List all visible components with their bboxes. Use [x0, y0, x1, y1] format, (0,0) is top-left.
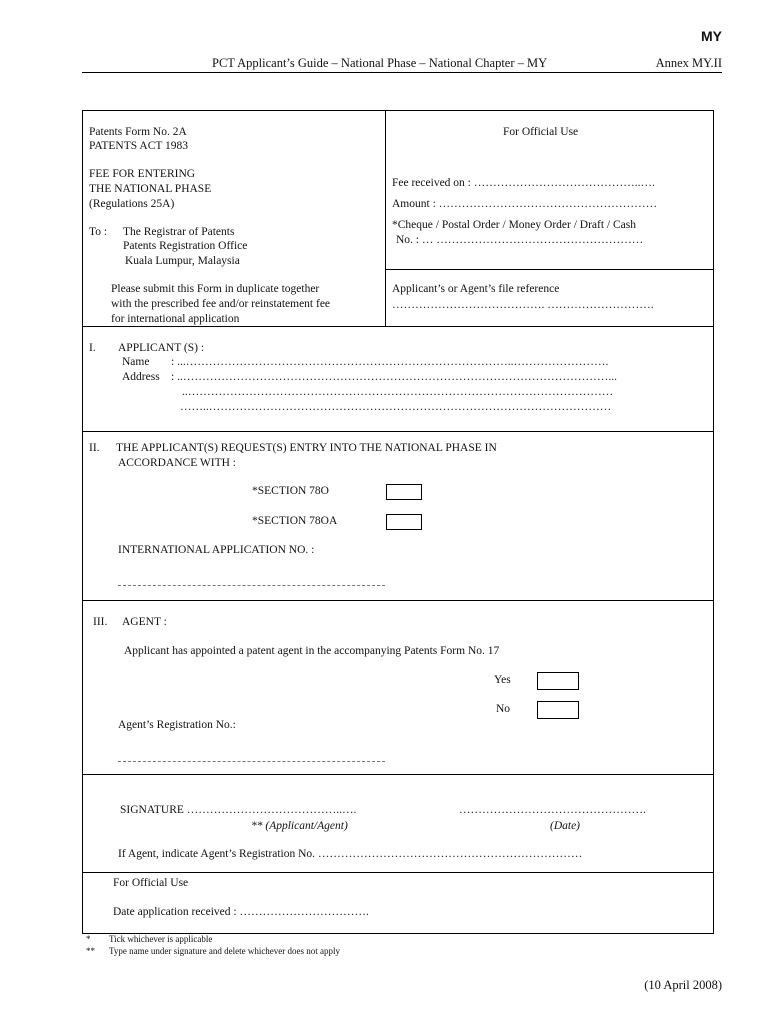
section-78o-label: *SECTION 78O — [252, 485, 329, 497]
section-78oa-label: *SECTION 78OA — [252, 515, 338, 527]
signature-field[interactable]: SIGNATURE …………………………………..…. — [120, 804, 357, 816]
section-78o-checkbox[interactable] — [386, 484, 422, 500]
agent-heading: AGENT : — [122, 616, 167, 628]
revision-date: (10 April 2008) — [644, 978, 722, 992]
submit-note-line2: with the prescribed fee and/or reinstatement fee — [111, 298, 331, 310]
amount-field: Amount : ………………………………………………… — [392, 198, 658, 210]
agent-statement: Applicant has appointed a patent agent in the accompanying Patents Form No. 17 — [124, 645, 500, 657]
section-divider-3 — [83, 600, 713, 601]
submit-note-line3: for international application — [111, 313, 240, 325]
no-label: No — [496, 703, 511, 715]
request-heading-line2: ACCORDANCE WITH : — [118, 457, 236, 469]
note-2-text: Type name under signature and delete whichever does not apply — [109, 946, 341, 956]
section-78oa-checkbox[interactable] — [386, 514, 422, 530]
country-code: MY — [701, 28, 722, 44]
section-divider-2 — [83, 431, 713, 432]
applicant-name-field[interactable]: : ...…………………………………………………………………………..……………………. — [171, 356, 609, 368]
section-divider-5 — [83, 872, 713, 873]
section-divider-4 — [83, 774, 713, 775]
fee-received-field: Fee received on : ……………………………………..…. — [392, 177, 655, 189]
section-3-numeral: III. — [93, 616, 108, 628]
date-caption: (Date) — [550, 820, 581, 832]
bottom-official-use-title: For Official Use — [113, 877, 189, 889]
official-use-divider — [385, 269, 713, 270]
to-label: To : — [89, 226, 108, 238]
address-field-line3[interactable]: ……..…………………………………………………………………………………………… — [180, 401, 612, 413]
section-2-numeral: II. — [89, 442, 100, 454]
agent-no-checkbox[interactable] — [537, 701, 579, 719]
addressee-line3: Kuala Lumpur, Malaysia — [125, 255, 240, 267]
top-column-divider — [385, 111, 386, 326]
note-1-mark: * — [86, 934, 91, 944]
payment-method-line2: No. : … ……………………………………………… — [396, 234, 644, 246]
address-label: Address — [122, 371, 160, 383]
yes-label: Yes — [494, 674, 511, 686]
file-reference-label: Applicant’s or Agent’s file reference — [392, 283, 560, 295]
payment-method-line1: *Cheque / Postal Order / Money Order / Draft / Cash — [392, 219, 637, 231]
note-2-mark: ** — [86, 946, 95, 956]
signature-date-field[interactable]: …………………………………………. — [459, 804, 646, 816]
official-use-title: For Official Use — [503, 126, 579, 138]
request-heading-line1: THE APPLICANT(S) REQUEST(S) ENTRY INTO THE NATIONAL PHASE IN — [116, 442, 497, 454]
fee-heading-line2: THE NATIONAL PHASE — [89, 183, 212, 195]
annex-label: Annex MY.II — [655, 56, 722, 70]
file-reference-field[interactable]: …………………………………. ………………………. — [392, 299, 654, 311]
act-name: PATENTS ACT 1983 — [89, 140, 189, 152]
document-title: PCT Applicant’s Guide – National Phase – National Chapter – MY — [212, 56, 548, 70]
addressee-line1: The Registrar of Patents — [123, 226, 235, 238]
agent-registration-label: Agent’s Registration No.: — [118, 719, 236, 731]
address-field-line1[interactable]: : ..…………………………………………………………………………………………………... — [171, 371, 617, 383]
agent-yes-checkbox[interactable] — [537, 672, 579, 690]
section-divider-1 — [83, 326, 713, 327]
applicant-agent-caption: ** (Applicant/Agent) — [251, 820, 348, 832]
intl-application-field[interactable] — [118, 585, 385, 586]
regulations: (Regulations 25A) — [89, 198, 175, 210]
submit-note-line1: Please submit this Form in duplicate together — [111, 283, 320, 295]
name-label: Name — [122, 356, 150, 368]
intl-application-label: INTERNATIONAL APPLICATION NO. : — [118, 544, 315, 556]
applicant-heading: APPLICANT (S) : — [118, 342, 205, 354]
note-1-text: Tick whichever is applicable — [109, 934, 213, 944]
section-1-numeral: I. — [89, 342, 96, 354]
patents-form-2a — [82, 110, 714, 934]
fee-heading-line1: FEE FOR ENTERING — [89, 168, 196, 180]
form-number: Patents Form No. 2A — [89, 126, 187, 138]
header-divider — [82, 72, 722, 73]
addressee-line2: Patents Registration Office — [123, 240, 248, 252]
agent-registration-number-field[interactable]: If Agent, indicate Agent’s Registration No. …………………………………………………………… — [118, 848, 583, 860]
date-application-received: Date application received : ……………………………. — [113, 906, 369, 918]
agent-registration-field[interactable] — [118, 761, 385, 762]
address-field-line2[interactable]: ..………………………………………………………………………………………………… — [182, 386, 614, 398]
